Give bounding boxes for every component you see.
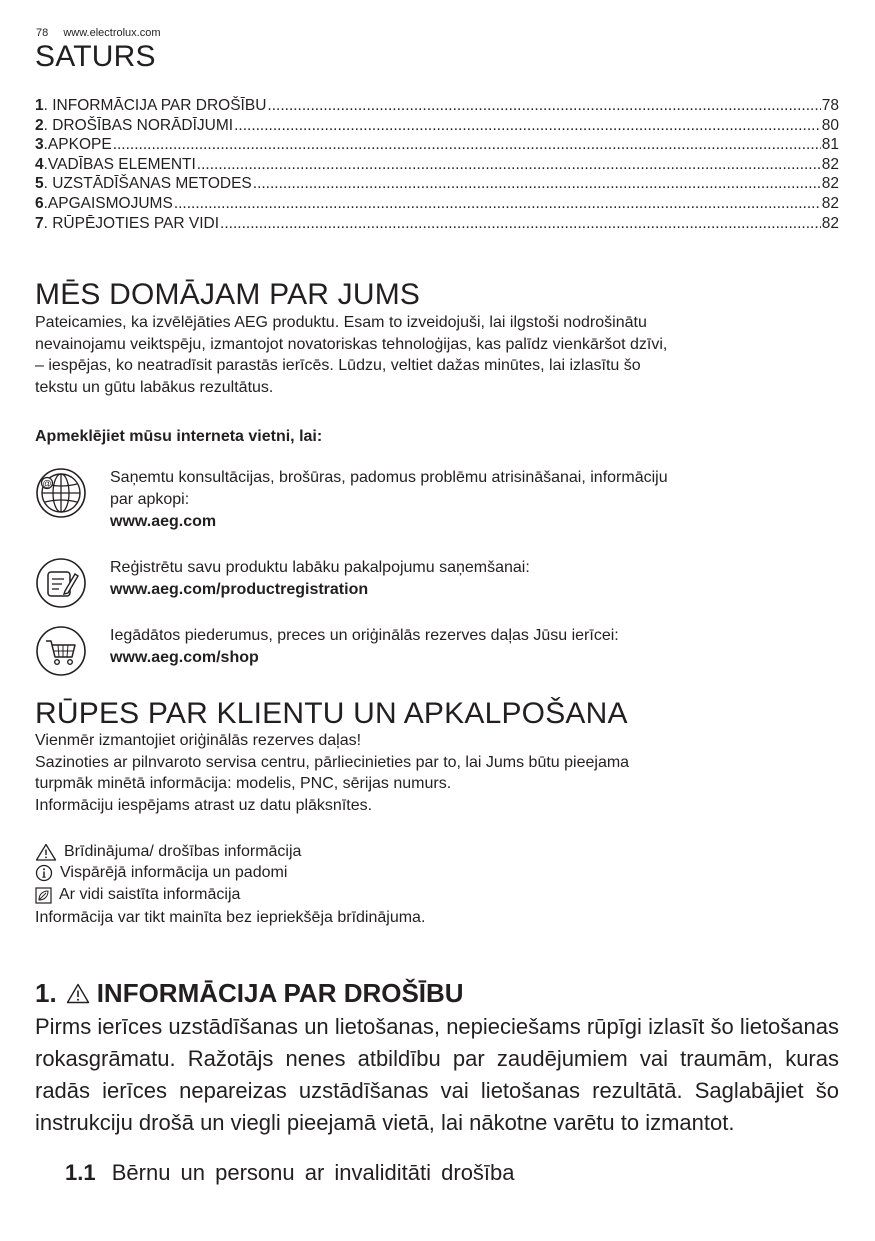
toc-leader-dots [253, 174, 821, 194]
toc-item-label: . RŪPĒJOTIES PAR VIDI [43, 214, 220, 232]
website-url[interactable]: www.electrolux.com [63, 27, 161, 39]
care-line: Informāciju iespējams atrast uz datu plāksnītes. [35, 796, 373, 814]
visit-website-label: Apmeklējiet mūsu interneta vietni, lai: [35, 428, 323, 445]
link-item-text [110, 625, 800, 669]
toc-leader-dots [220, 214, 821, 234]
info-icon [35, 864, 53, 882]
product-registration-link[interactable]: www.aeg.com/productregistration [110, 581, 369, 598]
toc-item-label: .VADĪBAS ELEMENTI [43, 155, 196, 173]
toc-leader-dots [234, 116, 821, 136]
toc-item-page: 82 [821, 194, 839, 212]
link-item-text [110, 467, 800, 533]
toc-item[interactable] [35, 174, 839, 194]
toc-leader-dots [113, 135, 821, 155]
subsection-heading [65, 1160, 515, 1186]
toc-item-number: 2 [35, 116, 44, 134]
toc-item[interactable] [35, 116, 839, 136]
safety-section-title [35, 978, 464, 1009]
link-description: Iegādātos piederumus, preces un oriģinālās rezerves daļas Jūsu ierīcei: [110, 627, 619, 644]
toc-item-page: 80 [821, 116, 839, 134]
section-title-text: INFORMĀCIJA PAR DROŠĪBU [96, 978, 464, 1008]
table-of-contents [35, 96, 839, 233]
toc-item-number: 6 [35, 194, 44, 212]
toc-item[interactable] [35, 96, 839, 116]
subsection-number: 1.1 [65, 1160, 96, 1185]
toc-item-label: . INFORMĀCIJA PAR DROŠĪBU [43, 97, 267, 114]
page-number: 78 [36, 27, 49, 39]
section-number: 1. [35, 978, 57, 1008]
toc-item[interactable] [35, 214, 839, 234]
contents-title: SATURS [35, 40, 156, 73]
intro-line: – iespējas, ko neatradīsit parastās ierīcēs. Lūdzu, veltiet dažas minūtes, lai izlasītu šo [35, 357, 641, 374]
subsection-title: Bērnu un personu ar invaliditāti drošība [111, 1160, 515, 1185]
change-notice: Informācija var tikt mainīta bez iepriekšēja brīdinājuma. [35, 909, 426, 926]
intro-line: Pateicamies, ka izvēlējāties AEG produktu. Esam to izveidojuši, lai ilgstoši nodrošinātu [35, 314, 647, 331]
toc-item-number: 3 [35, 136, 44, 154]
link-description: Saņemtu konsultācijas, brošūras, padomus problēmu atrisināšanai, informāciju [110, 469, 668, 486]
warning-icon [66, 983, 90, 1004]
toc-item[interactable] [35, 155, 839, 175]
intro-line: tekstu un gūtu labākus rezultātus. [35, 378, 274, 396]
legend-info [35, 862, 287, 884]
toc-leader-dots [197, 155, 821, 175]
thinking-of-you-title: MĒS DOMĀJAM PAR JUMS [35, 278, 421, 311]
link-description: Reģistrētu savu produktu labāku pakalpojumu saņemšanai: [110, 559, 530, 576]
toc-item-label: . DROŠĪBAS NORĀDĪJUMI [43, 116, 234, 134]
registration-icon [35, 557, 87, 609]
aeg-website-link[interactable]: www.aeg.com [110, 513, 217, 530]
leaf-icon [35, 887, 52, 904]
legend-environment [35, 884, 240, 906]
toc-item-page: 82 [821, 175, 839, 193]
intro-paragraph [35, 312, 795, 398]
toc-item-label: . UZSTĀDĪŠANAS METODES [43, 175, 252, 193]
toc-item-number: 1 [35, 97, 44, 114]
shopping-cart-icon [35, 625, 87, 677]
legend-warning [35, 841, 301, 863]
care-line: Vienmēr izmantojiet oriģinālās rezerves daļas! [35, 732, 362, 749]
page-header [36, 27, 161, 39]
toc-item-label: .APKOPE [43, 136, 112, 154]
toc-leader-dots [267, 96, 820, 116]
globe-icon [35, 467, 87, 519]
toc-item-page: 81 [821, 136, 839, 154]
intro-line: nevainojamu veiktspēju, izmantojot novatoriskas tehnoloģijas, kas palīdz vienkāršot dzīvi, [35, 335, 668, 353]
toc-leader-dots [174, 194, 821, 214]
toc-item-page: 82 [821, 155, 839, 173]
toc-item-number: 5 [35, 175, 44, 193]
svg-text:@: @ [42, 478, 52, 489]
link-item-text [110, 557, 800, 601]
toc-item-number: 7 [35, 214, 44, 232]
care-line: turpmāk minētā informācija: modelis, PNC, sērijas numurs. [35, 775, 452, 792]
toc-item[interactable] [35, 194, 839, 214]
warning-icon [35, 843, 57, 861]
link-description: par apkopi: [110, 491, 190, 508]
care-line: Sazinoties ar pilnvaroto servisa centru, pārliecinieties par to, lai Jums būtu pieejama [35, 753, 630, 771]
legend-text: Ar vidi saistīta informācija [59, 886, 241, 903]
shop-link[interactable]: www.aeg.com/shop [110, 649, 259, 666]
safety-intro-paragraph: Pirms ierīces uzstādīšanas un lietošanas, nepieciešams rūpīgi izlasīt šo lietošanas rokasgrāmatu. Ražotājs nenes atbildību par zaudējumiem vai traumām, kuras radās ierīces nepareizas uzstādīšanas vai lietošanas rezultātā. Saglabājiet šo instrukciju drošā un viegli pieejamā vietā, lai nākotne varētu to izmantot. [35, 1014, 839, 1135]
toc-item[interactable] [35, 135, 839, 155]
toc-item-page: 78 [821, 97, 839, 114]
legend-text: Vispārējā informācija un padomi [60, 864, 288, 881]
toc-item-page: 82 [821, 214, 839, 232]
toc-item-number: 4 [35, 155, 44, 173]
toc-item-label: .APGAISMOJUMS [43, 194, 173, 212]
legend-text: Brīdinājuma/ drošības informācija [64, 843, 302, 860]
customer-care-paragraph [35, 730, 795, 816]
customer-care-title: RŪPES PAR KLIENTU UN APKALPOŠANA [35, 697, 628, 730]
